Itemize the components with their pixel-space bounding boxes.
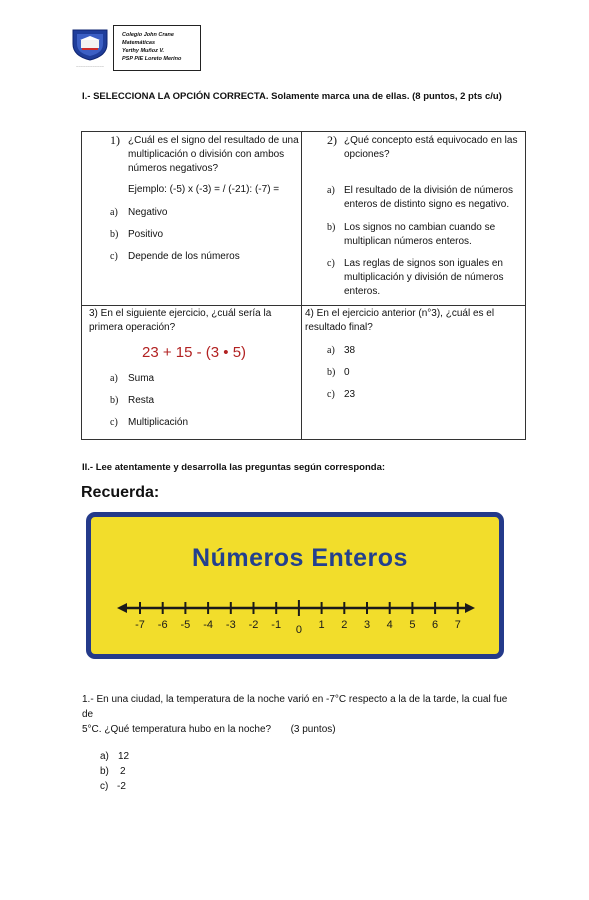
q2-option-b[interactable]: Los signos no cambian cuando se multiplican números enteros. <box>344 222 496 247</box>
problem1-text: 1.- En una ciudad, la temperatura de la noche varió en -7°C respecto a la de la tarde, la cual fue de 5°C. ¿Qué temperatura hubo en la noche? (3 puntos) <box>82 694 508 735</box>
recuerda-heading: Recuerda: <box>81 484 160 501</box>
q1-option-a[interactable]: Negativo <box>128 207 168 218</box>
q4-text: 4) En el ejercicio anterior (n°3), ¿cuál es el resultado final? <box>305 308 495 333</box>
table-divider-horizontal <box>81 305 526 306</box>
q4-option-b[interactable]: 0 <box>344 367 350 378</box>
arrow-right-icon <box>465 603 475 613</box>
q2-option-a[interactable]: El resultado de la división de números enteros de distinto signo es negativo. <box>344 185 513 210</box>
q3-option-a-letter: a) <box>110 373 118 384</box>
q4-option-b-letter: b) <box>327 367 336 378</box>
q2-number: 2) <box>327 133 337 147</box>
q1-option-b[interactable]: Positivo <box>128 229 164 240</box>
number-line-label: 5 <box>409 619 416 631</box>
q1-option-a-letter: a) <box>110 207 118 218</box>
number-line-label: 2 <box>341 619 348 631</box>
number-line-label: -4 <box>203 619 213 631</box>
p1-option-b-letter: b) <box>100 766 109 777</box>
number-line-label: 4 <box>386 619 393 631</box>
subject-name: Matemáticas <box>122 40 156 46</box>
number-line-label: -6 <box>157 619 168 631</box>
q2-option-b-letter: b) <box>327 222 336 233</box>
q2-option-a-letter: a) <box>327 185 335 196</box>
q3-option-c-letter: c) <box>110 417 118 428</box>
p1-option-c-letter: c) <box>100 781 109 792</box>
number-line-label: -7 <box>135 619 145 631</box>
q3-text: 3) En el siguiente ejercicio, ¿cuál sería la primera operación? <box>89 308 272 333</box>
banner-title: Números Enteros <box>192 544 408 572</box>
program-name: PSP PIE Loreto Merino <box>122 56 182 62</box>
number-line-label: 3 <box>363 619 371 631</box>
q1-option-b-letter: b) <box>110 229 119 240</box>
section2-title: II.- Lee atentamente y desarrolla las preguntas según corresponda: <box>82 462 386 473</box>
q1-text: ¿Cuál es el signo del resultado de una multiplicación o división con ambos números negativos? <box>128 135 299 174</box>
header-info-box <box>113 25 201 71</box>
school-logo-icon <box>70 26 110 62</box>
q1-number: 1) <box>110 133 120 147</box>
table-divider-vertical <box>301 131 302 440</box>
school-name: Colegio John Crane <box>122 32 174 38</box>
p1-option-a[interactable]: 12 <box>118 751 130 762</box>
number-line-label: 7 <box>454 619 461 631</box>
number-line-label: -3 <box>225 619 236 631</box>
q4-option-c-letter: c) <box>327 389 335 400</box>
section1-title: I.- SELECCIONA LA OPCIÓN CORRECTA. Solamente marca una de ellas. (8 puntos, 2 pts c/u) <box>82 91 502 102</box>
arrow-left-icon <box>117 603 127 613</box>
number-line-label: -2 <box>248 619 259 631</box>
logo-motto: ~~~~~~~~~~~~ <box>75 64 105 69</box>
q3-option-c[interactable]: Multiplicación <box>128 417 189 428</box>
q4-option-a-letter: a) <box>327 345 335 356</box>
q1-example: Ejemplo: (-5) x (-3) = / (-21): (-7) = <box>128 184 280 195</box>
number-line-banner <box>86 512 504 659</box>
q3-expression: 23 + 15 - (3 • 5) <box>142 344 247 361</box>
q3-option-b-letter: b) <box>110 395 119 406</box>
q1-option-c-letter: c) <box>110 251 118 262</box>
p1-option-c[interactable]: -2 <box>117 781 126 792</box>
q1-option-c[interactable]: Depende de los números <box>128 251 240 262</box>
number-line-label: 1 <box>318 619 325 631</box>
q2-option-c[interactable]: Las reglas de signos son iguales en multiplicación y división de números enteros. <box>344 258 504 297</box>
q4-option-c[interactable]: 23 <box>344 389 356 400</box>
q4-option-a[interactable]: 38 <box>344 345 356 356</box>
number-line-label: -5 <box>180 619 191 631</box>
p1-option-b[interactable]: 2 <box>120 766 126 777</box>
number-line <box>91 517 499 654</box>
number-line-label: -1 <box>271 619 282 631</box>
q3-option-b[interactable]: Resta <box>128 395 155 406</box>
q2-option-c-letter: c) <box>327 258 335 269</box>
number-line-label: 0 <box>295 624 302 636</box>
number-line-label: 6 <box>432 619 439 631</box>
q2-text: ¿Qué concepto está equivocado en las opciones? <box>344 135 518 160</box>
p1-option-a-letter: a) <box>100 751 109 762</box>
teacher-name: Yerthy Muñoz V. <box>122 48 165 54</box>
q3-option-a[interactable]: Suma <box>128 373 155 384</box>
